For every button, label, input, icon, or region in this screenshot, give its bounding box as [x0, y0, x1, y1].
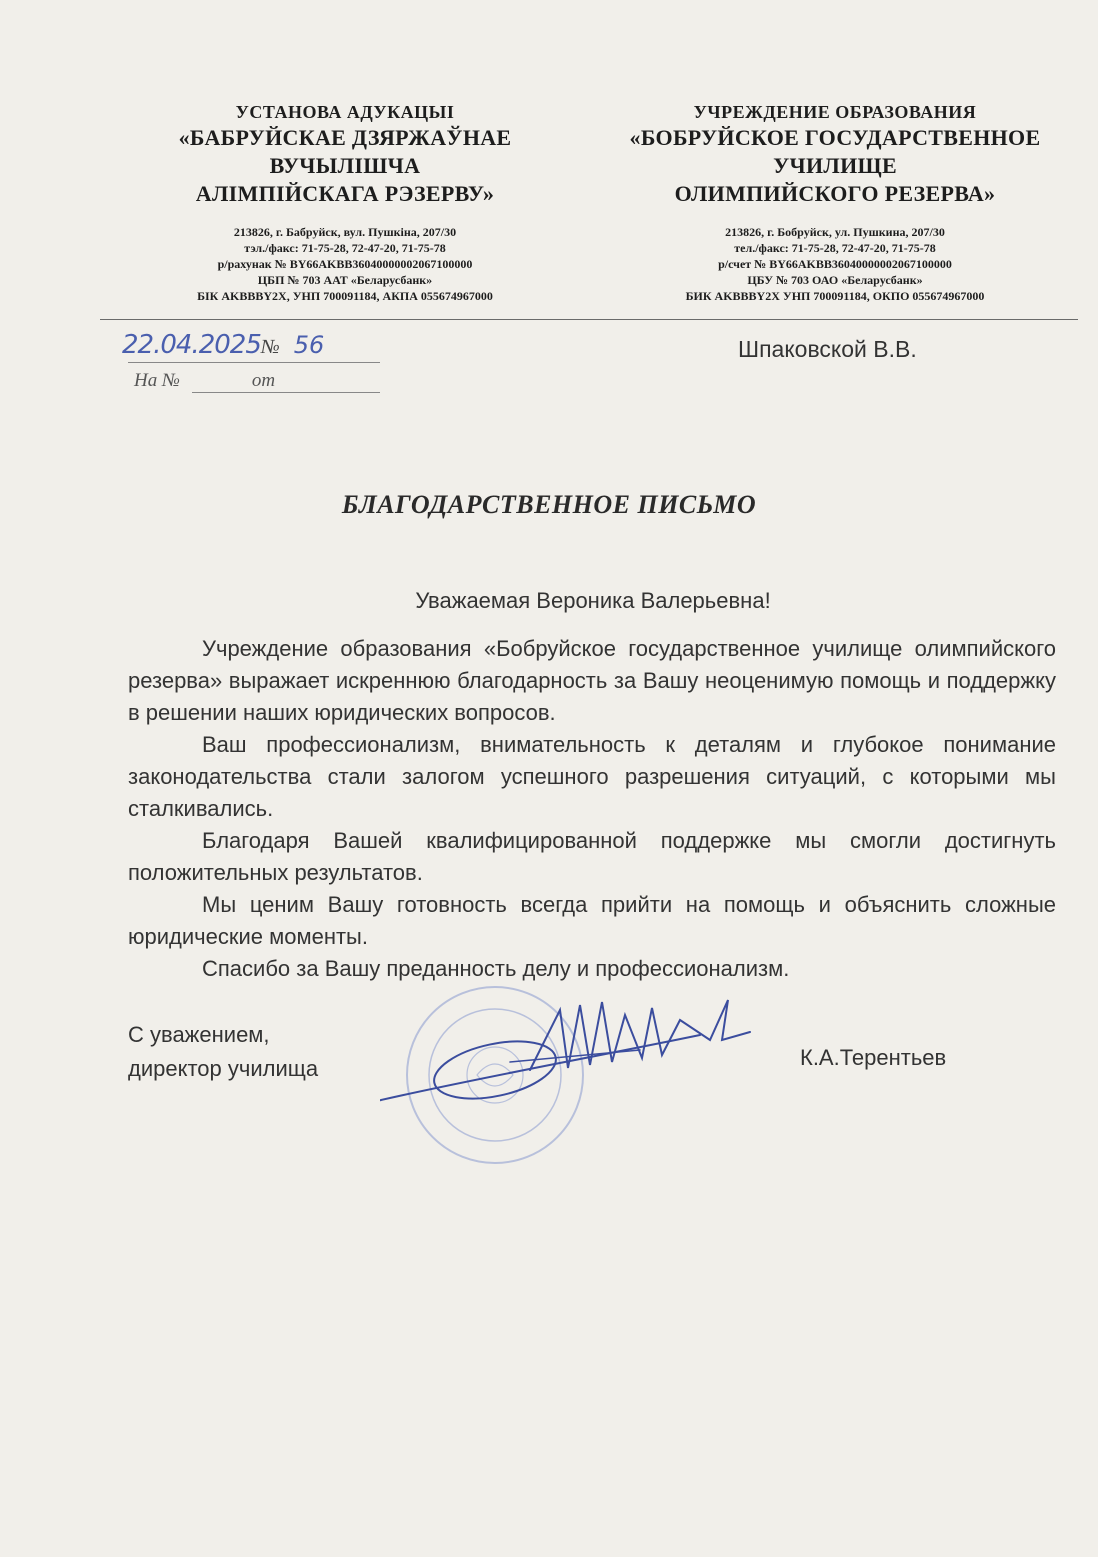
registration-no-label: № — [260, 336, 280, 358]
header-left-line1: УСТАНОВА АДУКАЦЫІ — [235, 102, 455, 122]
header-right-addr4: ЦБУ № 703 ОАО «Беларусбанк» — [747, 273, 923, 287]
paragraph: Спасибо за Вашу преданность делу и профессионализм. — [202, 956, 790, 981]
header-right-line4: ОЛИМПИЙСКОГО РЕЗЕРВА» — [674, 181, 996, 206]
header-right-line3: УЧИЛИЩЕ — [773, 153, 897, 178]
header-russian — [600, 100, 1070, 304]
header-right-addr1: 213826, г. Бобруйск, ул. Пушкина, 207/30 — [725, 225, 945, 239]
stamp-and-signature — [380, 980, 780, 1175]
paragraph: Благодаря Вашей квалифицированной поддержке мы смогли достигнуть положительных результатов. — [128, 828, 1056, 885]
header-right-addr2: тел./факс: 71-75-28, 72-47-20, 71-75-78 — [734, 241, 936, 255]
header-left-addr2: тэл./факс: 71-75-28, 72-47-20, 71-75-78 — [244, 241, 446, 255]
signatory-name: К.А.Терентьев — [800, 1045, 947, 1070]
paragraph: Учреждение образования «Бобруйское государственное училище олимпийского резерва» выражает искреннюю благодарность за Вашу неоценимую помощь и поддержку в решении наших юридических вопросов. — [128, 636, 1056, 725]
header-left-address — [140, 224, 550, 304]
header-left-addr5: БІК AKBBBY2X, УНП 700091184, АКПА 055674967000 — [197, 289, 493, 303]
header-left-addr1: 213826, г. Бабруйск, вул. Пушкіна, 207/30 — [233, 225, 457, 239]
reply-reference — [134, 370, 275, 392]
header-right-addr3: р/счет № BY66AKBB36040000002067100000 — [718, 257, 952, 271]
letter-body — [128, 633, 1056, 985]
header-left-line3: ВУЧЫЛІШЧА — [269, 153, 421, 178]
header-left-addr4: ЦБП № 703 ААТ «Беларусбанк» — [257, 273, 433, 287]
addressee: Шпаковской В.В. — [738, 336, 917, 362]
registration-number-value: 56 — [293, 331, 325, 359]
header-left-addr3: р/рахунак № BY66AKBB36040000002067100000 — [217, 257, 473, 271]
letter-title: БЛАГОДАРСТВЕННОЕ ПИСЬМО — [341, 490, 757, 519]
registration-date: 22.04.2025 — [122, 330, 261, 360]
header-right-line1: УЧРЕЖДЕНИЕ ОБРАЗОВАНИЯ — [693, 102, 977, 122]
stamp-signature-graphic — [380, 980, 780, 1170]
header-left-line2: «БАБРУЙСКАЕ ДЗЯРЖАЎНАЕ — [178, 125, 512, 150]
header-belarusian — [140, 100, 550, 304]
header-right-line2: «БОБРУЙСКОЕ ГОСУДАРСТВЕННОЕ — [629, 125, 1041, 150]
header-right-addr5: БИК AKBBBY2X УНП 700091184, ОКПО 055674967000 — [685, 289, 985, 303]
header-right-address — [600, 224, 1070, 304]
reply-from-label: от — [251, 370, 276, 391]
signatory-position: директор училища — [128, 1056, 319, 1081]
paragraph: Ваш профессионализм, внимательность к деталям и глубокое понимание законодательства стали залогом успешного разрешения ситуаций, с которыми мы сталкивались. — [128, 732, 1056, 821]
header-divider — [100, 319, 1078, 320]
paragraph: Мы ценим Вашу готовность всегда прийти на помощь и объяснить сложные юридические моменты. — [128, 892, 1056, 949]
greeting: Уважаемая Вероника Валерьевна! — [415, 588, 771, 613]
closing: С уважением, — [128, 1022, 270, 1047]
reply-underline — [192, 392, 380, 393]
registration-underline — [128, 362, 380, 363]
header-left-line4: АЛІМПІЙСКАГА РЭЗЕРВУ» — [195, 181, 495, 206]
registration-number — [122, 330, 382, 360]
signature-block — [128, 1018, 318, 1086]
reply-no-label: На № — [134, 370, 180, 391]
